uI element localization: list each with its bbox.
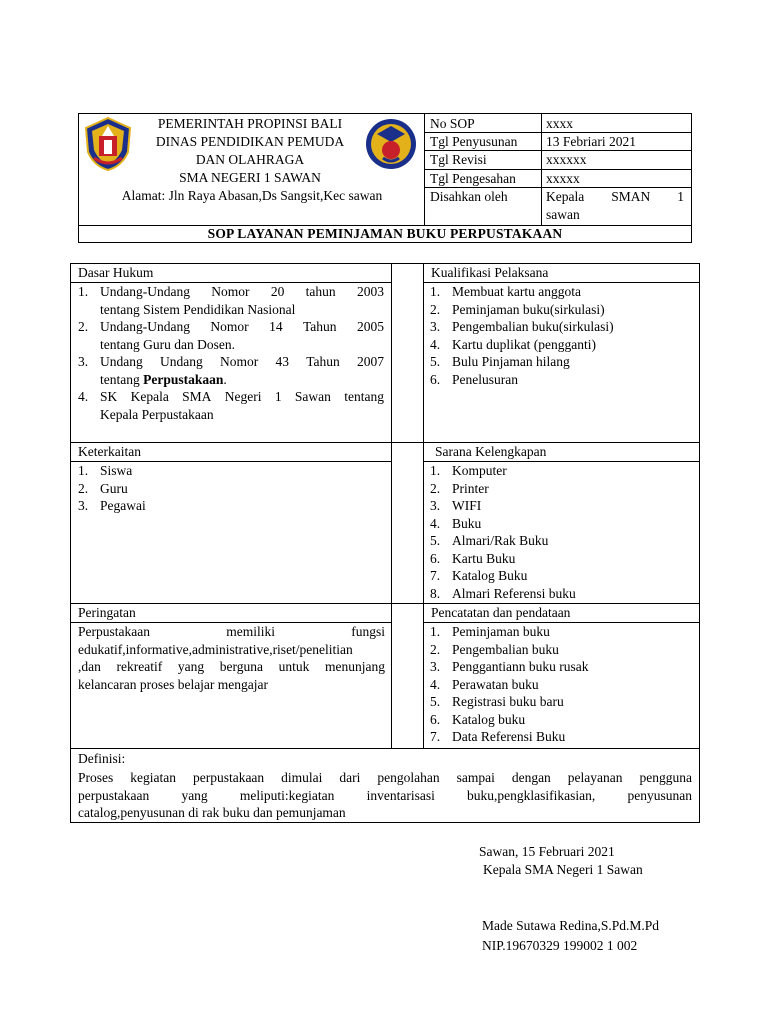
list-item: 1. Undang-Undang Nomor 20 tahun 2003 tentang Sistem Pendidikan Nasional bbox=[78, 284, 384, 317]
meta-value-no-sop: xxxx bbox=[546, 116, 573, 131]
keterkaitan-list bbox=[75, 462, 384, 515]
meta-value-disahkan-line1 bbox=[546, 188, 684, 206]
list-item: 4. Buku bbox=[430, 515, 482, 531]
list-item: 1. Siswa bbox=[78, 463, 133, 478]
tut-wuri-handayani-emblem-icon bbox=[363, 116, 419, 172]
list-item-line: Undang-Undang Nomor 20 tahun 2003 bbox=[100, 284, 384, 299]
org-line-3: DAN OLAHRAGA bbox=[195, 152, 305, 167]
meta-label-tgl-revisi: Tgl Revisi bbox=[430, 152, 487, 167]
meta-label-tgl-pengesahan: Tgl Pengesahan bbox=[430, 171, 516, 186]
list-item: 2. Peminjaman buku(sirkulasi) bbox=[430, 301, 605, 317]
header-table bbox=[78, 113, 692, 243]
org-line-4: SMA NEGERI 1 SAWAN bbox=[179, 170, 321, 185]
list-item: 4. Kartu duplikat (pengganti) bbox=[430, 336, 596, 352]
list-item: 6. Kartu Buku bbox=[430, 550, 516, 566]
signature-name: Made Sutawa Redina,S.Pd.M.Pd bbox=[482, 918, 659, 933]
definisi-title: Definisi: bbox=[78, 751, 126, 766]
list-item: 6. Katalog buku bbox=[430, 711, 526, 727]
meta-value-disahkan-line2: sawan bbox=[546, 207, 580, 222]
list-item: 6. Penelusuran bbox=[430, 371, 518, 387]
list-item: 7. Katalog Buku bbox=[430, 568, 528, 583]
list-item: 3. Penggantiann buku rusak bbox=[430, 659, 589, 674]
list-item: 3. Pegawai bbox=[78, 498, 146, 513]
org-line-2: DINAS PENDIDIKAN PEMUDA bbox=[155, 134, 345, 149]
list-item: 1. Membuat kartu anggota bbox=[430, 284, 581, 299]
list-item: 5. Almari/Rak Buku bbox=[430, 533, 549, 548]
list-item: 4. Perawatan buku bbox=[430, 676, 539, 692]
list-item: 5. Registrasi buku baru bbox=[430, 694, 564, 709]
disahkan-word-1: Kepala bbox=[546, 189, 585, 204]
kualifikasi-title: Kualifikasi Pelaksana bbox=[431, 265, 549, 280]
list-item: 2. Printer bbox=[430, 480, 489, 496]
list-item: 2. Pengembalian buku bbox=[430, 641, 559, 657]
list-item: 7. Data Referensi Buku bbox=[430, 729, 566, 744]
signature-nip: NIP.19670329 199002 1 002 bbox=[482, 938, 638, 953]
list-item: 3. Undang Undang Nomor 43 Tahun 2007 tentang Perpustakaan. bbox=[78, 354, 384, 387]
org-line-1: PEMERINTAH PROPINSI BALI bbox=[157, 116, 343, 131]
meta-label-tgl-penyusunan: Tgl Penyusunan bbox=[430, 134, 518, 149]
meta-label-disahkan: Disahkan oleh bbox=[430, 189, 508, 204]
list-item: 2. Undang-Undang Nomor 14 Tahun 2005 tentang Guru dan Dosen. bbox=[78, 319, 384, 352]
kualifikasi-list bbox=[427, 283, 695, 388]
dasar-hukum-list bbox=[75, 283, 384, 423]
sarana-title: Sarana Kelengkapan bbox=[435, 444, 547, 459]
signature-place-date: Sawan, 15 Februari 2021 bbox=[479, 844, 615, 859]
peringatan-text: Perpustakaan memiliki fungsi edukatif,informative,administrative,riset/penelitian ,dan rekreatif yang berguna untuk menunjang kelancaran proses belajar mengajar bbox=[78, 624, 385, 692]
main-table bbox=[70, 263, 700, 823]
definisi-text: Proses kegiatan perpustakaan dimulai dari pengolahan sampai dengan pelayanan pengguna perpustakaan yang meliputi:kegiatan inventarisasi buku,pengklasifikasian, penyusunan catalog,penyusunan di rak buku dan pemunjaman bbox=[78, 770, 692, 820]
keterkaitan-title: Keterkaitan bbox=[78, 444, 141, 459]
list-item: 3. Pengembalian buku(sirkulasi) bbox=[430, 319, 614, 334]
meta-value-tgl-pengesahan: xxxxx bbox=[546, 171, 580, 186]
pencatatan-title: Pencatatan dan pendataan bbox=[431, 605, 571, 620]
list-item: 3. WIFI bbox=[430, 498, 482, 513]
pencatatan-list bbox=[427, 623, 695, 746]
list-item: 5. Bulu Pinjaman hilang bbox=[430, 354, 570, 369]
bali-province-emblem-icon bbox=[82, 116, 134, 172]
list-item: 1. Peminjaman buku bbox=[430, 624, 550, 639]
list-item: 2. Guru bbox=[78, 480, 128, 496]
meta-value-tgl-revisi: xxxxxx bbox=[546, 152, 587, 167]
list-item: 1. Komputer bbox=[430, 463, 507, 478]
school-address: Alamat: Jln Raya Abasan,Ds Sangsit,Kec sawan bbox=[121, 188, 383, 203]
sarana-list bbox=[427, 462, 695, 602]
disahkan-word-2: SMAN bbox=[611, 189, 651, 204]
disahkan-word-3: 1 bbox=[677, 189, 684, 204]
peringatan-line: Perpustakaan memiliki fungsi bbox=[78, 624, 385, 639]
list-item: 8. Almari Referensi buku bbox=[430, 585, 576, 601]
meta-label-no-sop: No SOP bbox=[430, 116, 475, 131]
list-item: 4. SK Kepala SMA Negeri 1 Sawan tentang Kepala Perpustakaan bbox=[78, 389, 384, 422]
dasar-hukum-title: Dasar Hukum bbox=[78, 265, 154, 280]
signature-role: Kepala SMA Negeri 1 Sawan bbox=[483, 862, 643, 877]
meta-value-tgl-penyusunan: 13 Febriari 2021 bbox=[546, 134, 636, 149]
peringatan-title: Peringatan bbox=[78, 605, 136, 620]
sop-title: SOP LAYANAN PEMINJAMAN BUKU PERPUSTAKAAN bbox=[207, 226, 563, 241]
